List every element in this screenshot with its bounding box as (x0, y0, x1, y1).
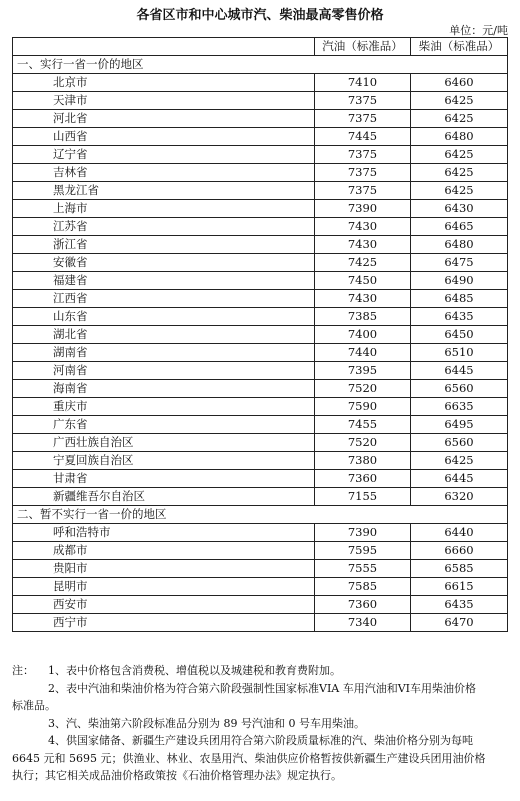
gasoline-price: 7375 (315, 164, 411, 182)
diesel-price: 6320 (411, 488, 508, 506)
section-label: 二、暂不实行一省一价的地区 (13, 506, 508, 524)
price-table (12, 37, 508, 632)
gasoline-price: 7375 (315, 92, 411, 110)
region-name: 广西壮族自治区 (13, 434, 315, 452)
gasoline-price: 7390 (315, 200, 411, 218)
diesel-price: 6435 (411, 596, 508, 614)
diesel-price: 6470 (411, 614, 508, 632)
table-row (13, 164, 508, 182)
diesel-price: 6615 (411, 578, 508, 596)
diesel-price: 6490 (411, 272, 508, 290)
region-name: 天津市 (13, 92, 315, 110)
region-name: 浙江省 (13, 236, 315, 254)
table-header-row (13, 38, 508, 56)
table-row (13, 146, 508, 164)
region-name: 宁夏回族自治区 (13, 452, 315, 470)
region-name: 江西省 (13, 290, 315, 308)
unit-label: 单位：元/吨 (449, 24, 508, 37)
note-text: 2、表中汽油和柴油价格为符合第六阶段强制性国家标准VIA 车用汽油和VI车用柴油价格 (48, 681, 477, 695)
gasoline-price: 7430 (315, 236, 411, 254)
gasoline-price: 7395 (315, 362, 411, 380)
table-row (13, 452, 508, 470)
header-region (13, 38, 315, 56)
diesel-price: 6495 (411, 416, 508, 434)
gasoline-price: 7400 (315, 326, 411, 344)
gasoline-price: 7375 (315, 182, 411, 200)
diesel-price: 6560 (411, 434, 508, 452)
gasoline-price: 7410 (315, 74, 411, 92)
table-row (13, 560, 508, 578)
table-row (13, 92, 508, 110)
table-row (13, 596, 508, 614)
gasoline-price: 7340 (315, 614, 411, 632)
region-name: 吉林省 (13, 164, 315, 182)
gasoline-price: 7450 (315, 272, 411, 290)
table-row (13, 362, 508, 380)
diesel-price: 6660 (411, 542, 508, 560)
document-title: 各省区市和中心城市汽、柴油最高零售价格 (136, 8, 384, 23)
diesel-price: 6425 (411, 182, 508, 200)
note-text: 3、汽、柴油第六阶段标准品分别为 89 号汽油和 0 号车用柴油。 (48, 716, 365, 730)
gasoline-price: 7390 (315, 524, 411, 542)
table-row (13, 380, 508, 398)
diesel-price: 6475 (411, 254, 508, 272)
diesel-price: 6510 (411, 344, 508, 362)
diesel-price: 6440 (411, 524, 508, 542)
table-row (13, 218, 508, 236)
region-name: 西宁市 (13, 614, 315, 632)
diesel-price: 6425 (411, 146, 508, 164)
table-row (13, 74, 508, 92)
note-line (12, 662, 507, 680)
table-row (13, 614, 508, 632)
table-row (13, 200, 508, 218)
note-line (12, 732, 507, 750)
note-line (12, 680, 507, 698)
region-name: 成都市 (13, 542, 315, 560)
region-name: 江苏省 (13, 218, 315, 236)
gasoline-price: 7555 (315, 560, 411, 578)
gasoline-price: 7360 (315, 470, 411, 488)
gasoline-price: 7375 (315, 110, 411, 128)
region-name: 山东省 (13, 308, 315, 326)
note-text: 标准品。 (12, 699, 56, 712)
table-row (13, 182, 508, 200)
gasoline-price: 7425 (315, 254, 411, 272)
diesel-price: 6445 (411, 362, 508, 380)
gasoline-price: 7430 (315, 218, 411, 236)
table-row (13, 326, 508, 344)
region-name: 海南省 (13, 380, 315, 398)
region-name: 广东省 (13, 416, 315, 434)
diesel-price: 6445 (411, 470, 508, 488)
table-row (13, 290, 508, 308)
gasoline-price: 7360 (315, 596, 411, 614)
gasoline-price: 7155 (315, 488, 411, 506)
note-text: 4、供国家储备、新疆生产建设兵团用符合第六阶段质量标准的汽、柴油价格分别为每吨 (48, 734, 473, 747)
table-row (13, 416, 508, 434)
diesel-price: 6465 (411, 218, 508, 236)
note-line (12, 750, 507, 768)
note-text: 6645 元和 5695 元；供渔业、林业、农垦用汽、柴油供应价格暂按供新疆生产建设兵团用油价格 (12, 751, 486, 765)
diesel-price: 6480 (411, 128, 508, 146)
table-row (13, 308, 508, 326)
table-row (13, 254, 508, 272)
region-name: 北京市 (13, 74, 315, 92)
table-row (13, 128, 508, 146)
diesel-price: 6430 (411, 200, 508, 218)
note-line (12, 767, 507, 785)
region-name: 湖北省 (13, 326, 315, 344)
table-body (13, 56, 508, 632)
table-row (13, 236, 508, 254)
note-text: 1、表中价格包含消费税、增值税以及城建税和教育费附加。 (48, 664, 341, 677)
table-row (13, 398, 508, 416)
table-row (13, 578, 508, 596)
section-row (13, 56, 508, 74)
gasoline-price: 7595 (315, 542, 411, 560)
region-name: 山西省 (13, 128, 315, 146)
note-line (12, 697, 507, 715)
region-name: 河北省 (13, 110, 315, 128)
diesel-price: 6425 (411, 110, 508, 128)
gasoline-price: 7455 (315, 416, 411, 434)
region-name: 新疆维吾尔自治区 (13, 488, 315, 506)
notes (12, 662, 507, 785)
region-name: 西安市 (13, 596, 315, 614)
region-name: 重庆市 (13, 398, 315, 416)
gasoline-price: 7445 (315, 128, 411, 146)
table-row (13, 470, 508, 488)
region-name: 河南省 (13, 362, 315, 380)
diesel-price: 6425 (411, 452, 508, 470)
gasoline-price: 7375 (315, 146, 411, 164)
gasoline-price: 7385 (315, 308, 411, 326)
region-name: 上海市 (13, 200, 315, 218)
diesel-price: 6425 (411, 92, 508, 110)
region-name: 呼和浩特市 (13, 524, 315, 542)
diesel-price: 6480 (411, 236, 508, 254)
region-name: 黑龙江省 (13, 182, 315, 200)
region-name: 贵阳市 (13, 560, 315, 578)
region-name: 安徽省 (13, 254, 315, 272)
header-diesel: 柴油（标准品） (411, 38, 508, 56)
region-name: 甘肃省 (13, 470, 315, 488)
table-row (13, 434, 508, 452)
notes-prefix: 注： (12, 664, 34, 677)
table-row (13, 542, 508, 560)
table-row (13, 344, 508, 362)
region-name: 昆明市 (13, 578, 315, 596)
diesel-price: 6635 (411, 398, 508, 416)
region-name: 福建省 (13, 272, 315, 290)
header-gasoline: 汽油（标准品） (315, 38, 411, 56)
gasoline-price: 7430 (315, 290, 411, 308)
section-label: 一、实行一省一价的地区 (13, 56, 508, 74)
section-row (13, 506, 508, 524)
diesel-price: 6450 (411, 326, 508, 344)
gasoline-price: 7440 (315, 344, 411, 362)
diesel-price: 6485 (411, 290, 508, 308)
gasoline-price: 7520 (315, 380, 411, 398)
table-row (13, 488, 508, 506)
region-name: 辽宁省 (13, 146, 315, 164)
diesel-price: 6460 (411, 74, 508, 92)
region-name: 湖南省 (13, 344, 315, 362)
gasoline-price: 7590 (315, 398, 411, 416)
diesel-price: 6435 (411, 308, 508, 326)
gasoline-price: 7520 (315, 434, 411, 452)
diesel-price: 6425 (411, 164, 508, 182)
diesel-price: 6560 (411, 380, 508, 398)
note-line (12, 715, 507, 733)
gasoline-price: 7585 (315, 578, 411, 596)
table-row (13, 110, 508, 128)
table-row (13, 524, 508, 542)
note-text: 执行；其它相关成品油价格政策按《石油价格管理办法》规定执行。 (12, 769, 342, 782)
gasoline-price: 7380 (315, 452, 411, 470)
diesel-price: 6585 (411, 560, 508, 578)
table-row (13, 272, 508, 290)
